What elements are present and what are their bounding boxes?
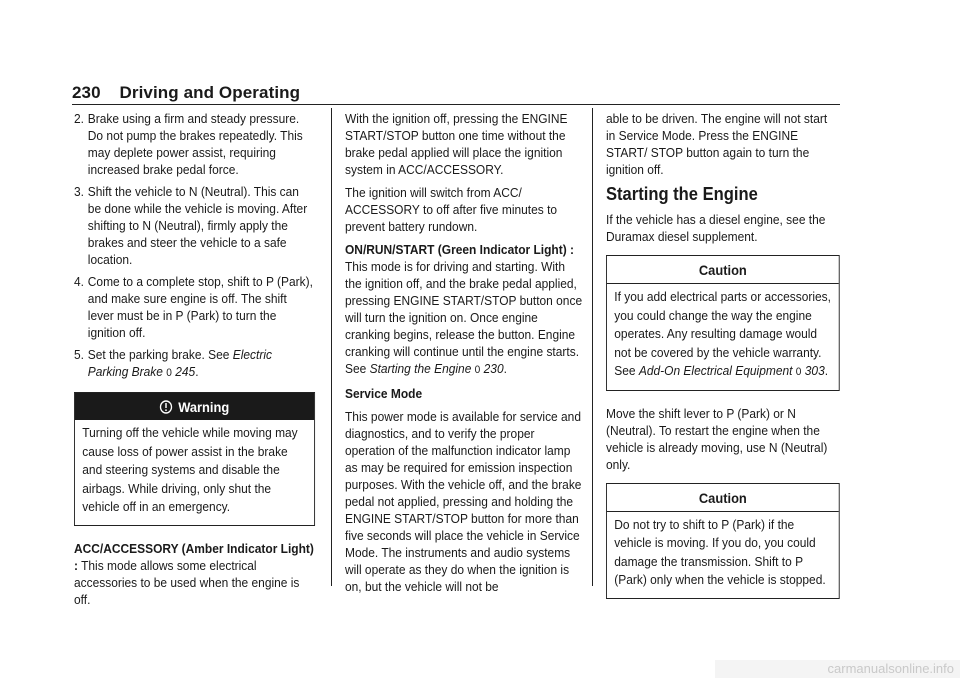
column-divider-2 xyxy=(592,108,593,586)
caution-body: If you add electrical parts or accessories, you could change the way the engine operates. Any resulting damage would not be covered by the vehicle warranty. See Add-On Electrical Equipment 0 303. xyxy=(614,289,831,378)
service-mode-heading: Service Mode xyxy=(345,386,423,401)
page-ref-icon: 0 xyxy=(795,366,802,378)
link-add-on-electrical-equipment[interactable]: Add-On Electrical Equipment xyxy=(638,363,793,378)
column-divider-1 xyxy=(331,108,332,586)
page-ref-icon: 0 xyxy=(166,367,172,379)
caution-box-1 xyxy=(606,255,840,391)
step-2: 2. Brake using a firm and steady pressure. Do not pump the brakes repeatedly. This may deplete power assist, requiring increased brake pedal force. xyxy=(74,111,303,177)
step-3: 3. Shift the vehicle to N (Neutral). This can be done while the vehicle is moving. After shifting to N (Neutral), firmly apply the brakes and steer the vehicle to a safe location. xyxy=(74,184,308,267)
header-rule xyxy=(72,104,840,105)
caution-title: Caution xyxy=(607,484,839,512)
link-starting-the-engine[interactable]: Starting the Engine xyxy=(369,361,472,376)
section-heading: Starting the Engine xyxy=(606,184,758,204)
section-title: Driving and Operating xyxy=(119,83,301,102)
paragraph: able to be driven. The engine will not start in Service Mode. Press the ENGINE START/ STOP button again to turn the ignition off. xyxy=(606,111,828,177)
page-ref[interactable]: 245 xyxy=(175,364,196,379)
caution-box-2 xyxy=(606,483,840,599)
on-paragraph: ON/RUN/START (Green Indicator Light) : This mode is for driving and starting. With the ignition off, and the brake pedal applied, pressing ENGINE START/STOP button once will turn the ignition on. Once engine cranking begins, release the button. Engine cranking will continue until the engine starts. See Starting the Engine 0 230. xyxy=(345,242,583,376)
page-ref-icon: 0 xyxy=(474,364,481,376)
warning-header xyxy=(75,393,314,420)
column-1 xyxy=(74,110,315,614)
link-electric-parking-brake[interactable]: Electric Parking Brake xyxy=(87,347,272,379)
caution-body: Do not try to shift to P (Park) if the vehicle is moving. If you do, you could damage the transmission. Shift to P (Park) only when the vehicle is stopped. xyxy=(614,516,826,587)
page-ref[interactable]: 230 xyxy=(483,361,504,376)
paragraph: If the vehicle has a diesel engine, see the Duramax diesel supplement. xyxy=(606,212,826,244)
page-ref[interactable]: 303 xyxy=(804,363,825,378)
acc-paragraph: ACC/ACCESSORY (Amber Indicator Light) : This mode allows some electrical accessories to be used when the engine is off. xyxy=(74,540,314,607)
on-label: ON/RUN/START (Green Indicator Light) : xyxy=(345,242,575,257)
warning-title: Warning xyxy=(178,399,230,415)
warning-box xyxy=(74,392,315,526)
service-mode-text: This power mode is available for service and diagnostics, and to verify the proper operation of the malfunction indicator lamp as may be required for emission inspection purposes. With the vehicle off, and the brake pedal not applied, pressing and holding the ENGINE START/STOP button for more than five seconds will place the vehicle in Service Mode. The instruments and audio systems will operate as they do when the ignition is on, but the vehicle will not be xyxy=(345,409,582,594)
watermark: carmanualsonline.info xyxy=(715,660,960,678)
caution-title: Caution xyxy=(607,256,839,284)
page-header xyxy=(72,84,300,101)
paragraph: With the ignition off, pressing the ENGINE START/STOP button one time without the brake pedal applied will place the ignition system in ACC/ACCESSORY. xyxy=(345,111,568,177)
step-5: 5. Set the parking brake. See Electric Parking Brake 0 245. xyxy=(74,347,272,379)
step-4: 4. Come to a complete stop, shift to P (Park), and make sure engine is off. The shift lever must be in P (Park) to turn the ignition off. xyxy=(74,274,313,340)
column-2 xyxy=(345,110,582,601)
warning-icon xyxy=(160,400,173,414)
page-number: 230 xyxy=(72,83,101,102)
paragraph: Move the shift lever to P (Park) or N (Neutral). To restart the engine when the vehicle is already moving, use N (Neutral) only. xyxy=(606,405,828,472)
acc-label: ACC/ACCESSORY (Amber Indicator Light) : xyxy=(74,540,314,573)
column-3 xyxy=(606,110,840,613)
warning-body: Turning off the vehicle while moving may cause loss of power assist in the brake and steering systems and disable the airbags. While driving, only shut the vehicle off in an emergency. xyxy=(82,425,298,514)
paragraph: The ignition will switch from ACC/ ACCESSORY to off after five minutes to prevent battery rundown. xyxy=(345,185,558,234)
